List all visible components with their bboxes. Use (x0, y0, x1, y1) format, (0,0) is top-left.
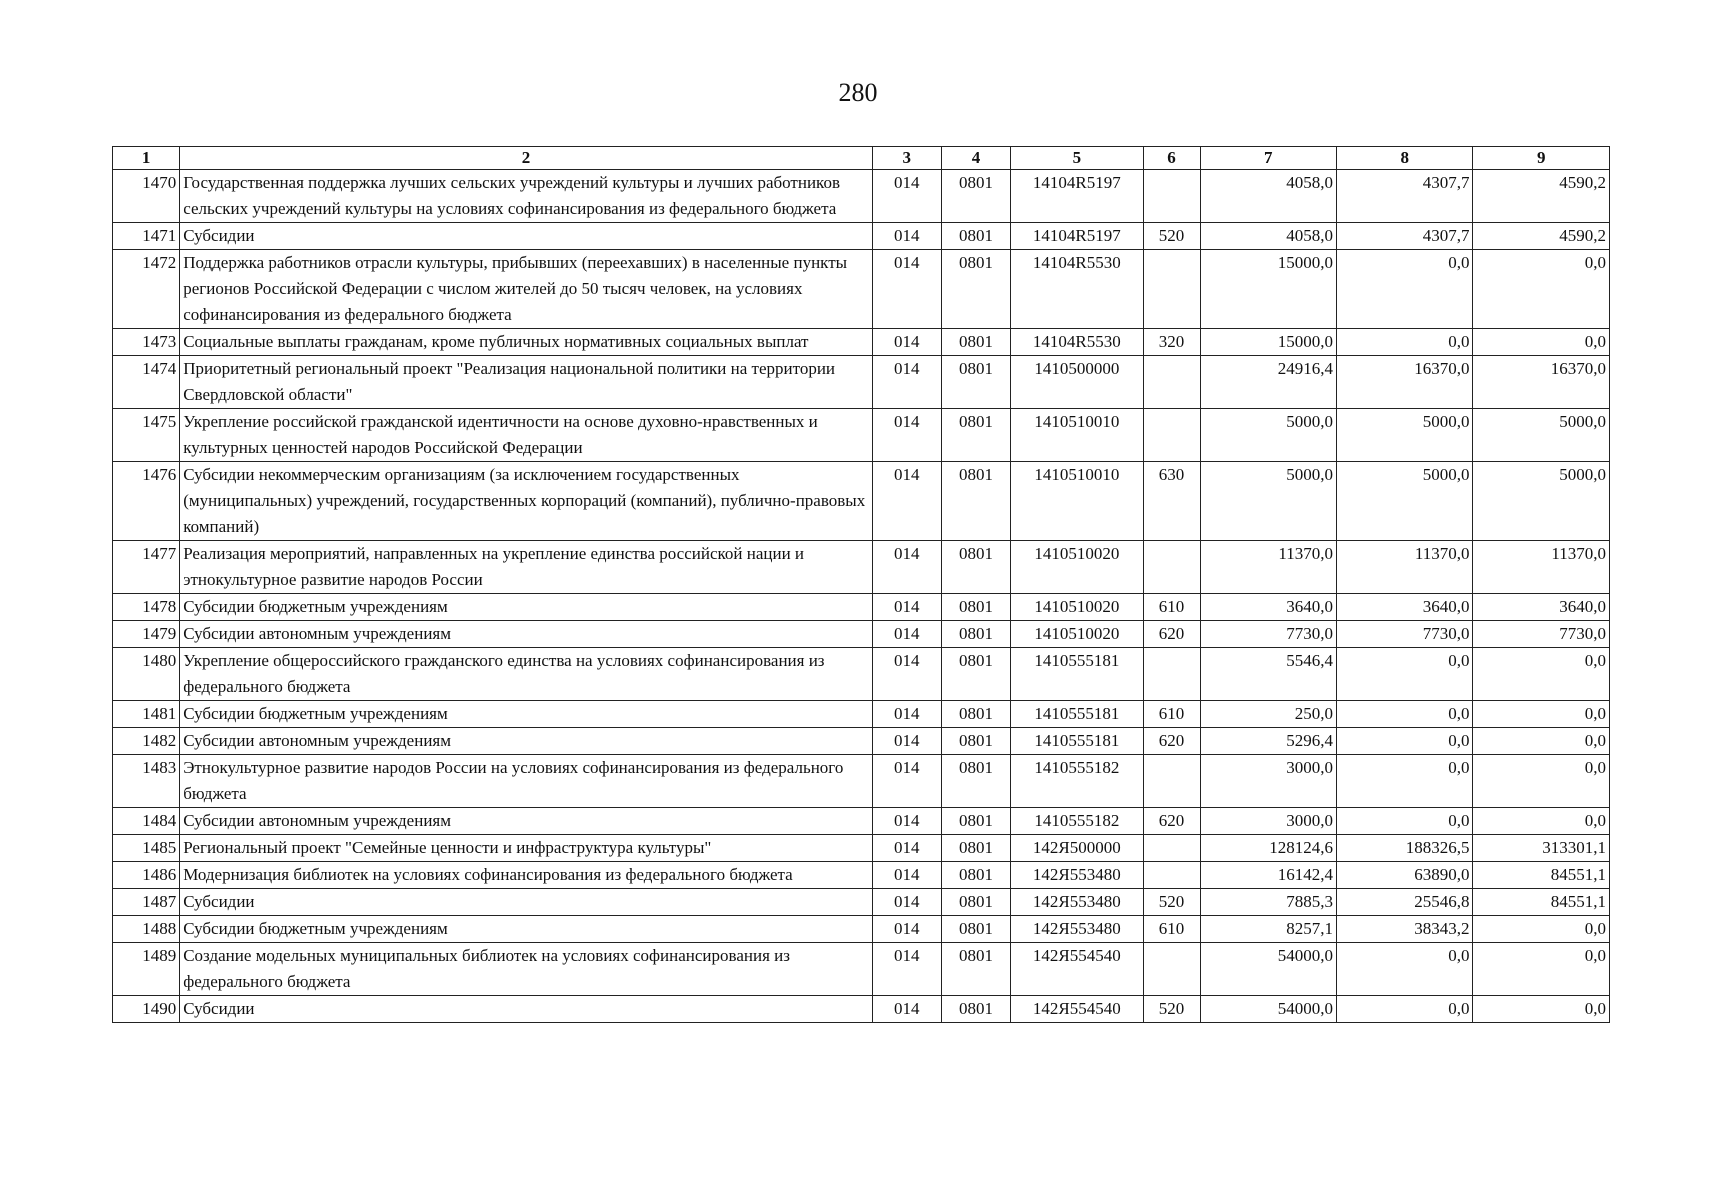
amount-col7: 16142,4 (1200, 862, 1336, 889)
dept-code: 014 (872, 701, 941, 728)
amount-col9: 0,0 (1473, 996, 1610, 1023)
amount-col7: 8257,1 (1200, 916, 1336, 943)
row-description: Модернизация библиотек на условиях софинансирования из федерального бюджета (180, 862, 872, 889)
expense-type-code: 320 (1143, 329, 1200, 356)
expense-type-code: 630 (1143, 462, 1200, 541)
target-article-code: 142Я553480 (1011, 862, 1143, 889)
header-cell: 5 (1011, 147, 1143, 170)
amount-col8: 188326,5 (1337, 835, 1473, 862)
amount-col7: 5000,0 (1200, 462, 1336, 541)
amount-col8: 0,0 (1337, 701, 1473, 728)
dept-code: 014 (872, 943, 941, 996)
expense-type-code (1143, 250, 1200, 329)
row-number: 1480 (113, 648, 180, 701)
amount-col9: 84551,1 (1473, 889, 1610, 916)
table-row (113, 250, 1610, 329)
row-description: Субсидии некоммерческим организациям (за исключением государственных (муниципальных) учреждений, государственных корпораций (компаний), публично-правовых компаний) (180, 462, 872, 541)
row-number: 1473 (113, 329, 180, 356)
table-row (113, 889, 1610, 916)
row-number: 1475 (113, 409, 180, 462)
row-description: Укрепление российской гражданской идентичности на основе духовно-нравственных и культурных ценностей народов Российской Федерации (180, 409, 872, 462)
dept-code: 014 (872, 250, 941, 329)
dept-code: 014 (872, 996, 941, 1023)
header-cell: 8 (1337, 147, 1473, 170)
table-row (113, 409, 1610, 462)
row-number: 1488 (113, 916, 180, 943)
target-article-code: 1410510010 (1011, 409, 1143, 462)
amount-col7: 5546,4 (1200, 648, 1336, 701)
row-description: Укрепление общероссийского гражданского единства на условиях софинансирования из федерального бюджета (180, 648, 872, 701)
dept-code: 014 (872, 541, 941, 594)
row-description: Субсидии бюджетным учреждениям (180, 594, 872, 621)
amount-col9: 0,0 (1473, 648, 1610, 701)
header-cell: 3 (872, 147, 941, 170)
amount-col7: 54000,0 (1200, 996, 1336, 1023)
amount-col9: 7730,0 (1473, 621, 1610, 648)
section-code: 0801 (941, 835, 1010, 862)
expense-type-code (1143, 648, 1200, 701)
table-row (113, 621, 1610, 648)
row-description: Социальные выплаты гражданам, кроме публичных нормативных социальных выплат (180, 329, 872, 356)
amount-col7: 250,0 (1200, 701, 1336, 728)
row-description: Субсидии (180, 223, 872, 250)
amount-col9: 0,0 (1473, 701, 1610, 728)
row-description: Субсидии автономным учреждениям (180, 808, 872, 835)
amount-col8: 0,0 (1337, 996, 1473, 1023)
amount-col9: 11370,0 (1473, 541, 1610, 594)
section-code: 0801 (941, 648, 1010, 701)
dept-code: 014 (872, 621, 941, 648)
expense-type-code: 620 (1143, 808, 1200, 835)
expense-type-code: 610 (1143, 701, 1200, 728)
section-code: 0801 (941, 755, 1010, 808)
expense-type-code: 610 (1143, 594, 1200, 621)
header-cell: 7 (1200, 147, 1336, 170)
row-number: 1483 (113, 755, 180, 808)
section-code: 0801 (941, 621, 1010, 648)
table-row (113, 223, 1610, 250)
row-number: 1487 (113, 889, 180, 916)
table-row (113, 862, 1610, 889)
expense-type-code (1143, 541, 1200, 594)
header-cell: 1 (113, 147, 180, 170)
target-article-code: 14104R5530 (1011, 250, 1143, 329)
table-row (113, 541, 1610, 594)
amount-col8: 5000,0 (1337, 462, 1473, 541)
amount-col7: 5296,4 (1200, 728, 1336, 755)
target-article-code: 1410555181 (1011, 648, 1143, 701)
target-article-code: 1410510020 (1011, 594, 1143, 621)
row-number: 1477 (113, 541, 180, 594)
dept-code: 014 (872, 329, 941, 356)
amount-col7: 4058,0 (1200, 223, 1336, 250)
row-number: 1489 (113, 943, 180, 996)
section-code: 0801 (941, 170, 1010, 223)
budget-table (112, 146, 1610, 1023)
table-row (113, 943, 1610, 996)
header-cell: 4 (941, 147, 1010, 170)
table-row (113, 728, 1610, 755)
row-description: Субсидии бюджетным учреждениям (180, 701, 872, 728)
row-number: 1486 (113, 862, 180, 889)
table-row (113, 356, 1610, 409)
row-description: Субсидии (180, 889, 872, 916)
section-code: 0801 (941, 862, 1010, 889)
expense-type-code (1143, 943, 1200, 996)
expense-type-code: 520 (1143, 223, 1200, 250)
row-description: Субсидии автономным учреждениям (180, 728, 872, 755)
header-cell: 9 (1473, 147, 1610, 170)
dept-code: 014 (872, 835, 941, 862)
amount-col8: 7730,0 (1337, 621, 1473, 648)
amount-col9: 0,0 (1473, 250, 1610, 329)
row-number: 1490 (113, 996, 180, 1023)
table-row (113, 329, 1610, 356)
amount-col7: 5000,0 (1200, 409, 1336, 462)
table-body (113, 170, 1610, 1023)
amount-col8: 63890,0 (1337, 862, 1473, 889)
row-number: 1470 (113, 170, 180, 223)
expense-type-code (1143, 409, 1200, 462)
amount-col7: 4058,0 (1200, 170, 1336, 223)
amount-col7: 128124,6 (1200, 835, 1336, 862)
section-code: 0801 (941, 409, 1010, 462)
amount-col9: 0,0 (1473, 755, 1610, 808)
row-number: 1476 (113, 462, 180, 541)
dept-code: 014 (872, 728, 941, 755)
amount-col8: 0,0 (1337, 329, 1473, 356)
amount-col8: 3640,0 (1337, 594, 1473, 621)
section-code: 0801 (941, 462, 1010, 541)
dept-code: 014 (872, 170, 941, 223)
target-article-code: 1410555182 (1011, 755, 1143, 808)
section-code: 0801 (941, 996, 1010, 1023)
table-row (113, 594, 1610, 621)
target-article-code: 14104R5530 (1011, 329, 1143, 356)
table-row (113, 916, 1610, 943)
row-description: Субсидии бюджетным учреждениям (180, 916, 872, 943)
amount-col8: 0,0 (1337, 250, 1473, 329)
expense-type-code (1143, 862, 1200, 889)
amount-col7: 15000,0 (1200, 329, 1336, 356)
row-number: 1478 (113, 594, 180, 621)
amount-col9: 4590,2 (1473, 223, 1610, 250)
target-article-code: 1410555181 (1011, 728, 1143, 755)
amount-col9: 16370,0 (1473, 356, 1610, 409)
section-code: 0801 (941, 223, 1010, 250)
amount-col8: 0,0 (1337, 728, 1473, 755)
amount-col9: 3640,0 (1473, 594, 1610, 621)
amount-col9: 0,0 (1473, 916, 1610, 943)
target-article-code: 142Я554540 (1011, 996, 1143, 1023)
amount-col7: 3000,0 (1200, 808, 1336, 835)
target-article-code: 1410510020 (1011, 621, 1143, 648)
dept-code: 014 (872, 594, 941, 621)
target-article-code: 14104R5197 (1011, 223, 1143, 250)
amount-col9: 5000,0 (1473, 462, 1610, 541)
amount-col7: 3640,0 (1200, 594, 1336, 621)
table-row (113, 808, 1610, 835)
expense-type-code: 620 (1143, 621, 1200, 648)
row-number: 1485 (113, 835, 180, 862)
dept-code: 014 (872, 916, 941, 943)
amount-col8: 4307,7 (1337, 170, 1473, 223)
row-description: Региональный проект "Семейные ценности и инфраструктура культуры" (180, 835, 872, 862)
dept-code: 014 (872, 862, 941, 889)
section-code: 0801 (941, 250, 1010, 329)
table-row (113, 648, 1610, 701)
expense-type-code (1143, 170, 1200, 223)
dept-code: 014 (872, 462, 941, 541)
row-number: 1482 (113, 728, 180, 755)
section-code: 0801 (941, 728, 1010, 755)
row-number: 1484 (113, 808, 180, 835)
row-number: 1481 (113, 701, 180, 728)
amount-col8: 4307,7 (1337, 223, 1473, 250)
row-number: 1472 (113, 250, 180, 329)
row-number: 1479 (113, 621, 180, 648)
row-description: Реализация мероприятий, направленных на укрепление единства российской нации и этнокультурное развитие народов России (180, 541, 872, 594)
amount-col7: 11370,0 (1200, 541, 1336, 594)
amount-col7: 7730,0 (1200, 621, 1336, 648)
expense-type-code: 620 (1143, 728, 1200, 755)
dept-code: 014 (872, 889, 941, 916)
table-row (113, 701, 1610, 728)
table-row (113, 835, 1610, 862)
table-row (113, 755, 1610, 808)
table-row (113, 462, 1610, 541)
row-description: Государственная поддержка лучших сельских учреждений культуры и лучших работников сельских учреждений культуры на условиях софинансирования из федерального бюджета (180, 170, 872, 223)
amount-col8: 0,0 (1337, 943, 1473, 996)
dept-code: 014 (872, 409, 941, 462)
target-article-code: 1410555181 (1011, 701, 1143, 728)
target-article-code: 142Я500000 (1011, 835, 1143, 862)
page-number: 280 (838, 78, 878, 107)
row-description: Создание модельных муниципальных библиотек на условиях софинансирования из федерального бюджета (180, 943, 872, 996)
amount-col7: 24916,4 (1200, 356, 1336, 409)
expense-type-code: 520 (1143, 889, 1200, 916)
amount-col8: 11370,0 (1337, 541, 1473, 594)
expense-type-code (1143, 835, 1200, 862)
row-number: 1474 (113, 356, 180, 409)
section-code: 0801 (941, 594, 1010, 621)
amount-col7: 54000,0 (1200, 943, 1336, 996)
amount-col8: 5000,0 (1337, 409, 1473, 462)
dept-code: 014 (872, 808, 941, 835)
target-article-code: 14104R5197 (1011, 170, 1143, 223)
target-article-code: 142Я553480 (1011, 889, 1143, 916)
section-code: 0801 (941, 541, 1010, 594)
expense-type-code: 520 (1143, 996, 1200, 1023)
row-description: Приоритетный региональный проект "Реализация национальной политики на территории Свердловской области" (180, 356, 872, 409)
target-article-code: 1410510020 (1011, 541, 1143, 594)
section-code: 0801 (941, 808, 1010, 835)
dept-code: 014 (872, 223, 941, 250)
row-description: Субсидии (180, 996, 872, 1023)
amount-col9: 313301,1 (1473, 835, 1610, 862)
amount-col8: 0,0 (1337, 648, 1473, 701)
expense-type-code: 610 (1143, 916, 1200, 943)
row-description: Субсидии автономным учреждениям (180, 621, 872, 648)
header-cell: 6 (1143, 147, 1200, 170)
amount-col7: 7885,3 (1200, 889, 1336, 916)
expense-type-code (1143, 755, 1200, 808)
section-code: 0801 (941, 916, 1010, 943)
amount-col9: 0,0 (1473, 728, 1610, 755)
row-description: Этнокультурное развитие народов России на условиях софинансирования из федерального бюджета (180, 755, 872, 808)
section-code: 0801 (941, 943, 1010, 996)
target-article-code: 142Я554540 (1011, 943, 1143, 996)
target-article-code: 1410555182 (1011, 808, 1143, 835)
amount-col9: 4590,2 (1473, 170, 1610, 223)
amount-col9: 84551,1 (1473, 862, 1610, 889)
dept-code: 014 (872, 356, 941, 409)
table-row (113, 996, 1610, 1023)
amount-col8: 0,0 (1337, 808, 1473, 835)
amount-col7: 3000,0 (1200, 755, 1336, 808)
section-code: 0801 (941, 329, 1010, 356)
table-row (113, 170, 1610, 223)
amount-col9: 0,0 (1473, 943, 1610, 996)
amount-col8: 25546,8 (1337, 889, 1473, 916)
target-article-code: 1410510010 (1011, 462, 1143, 541)
amount-col9: 5000,0 (1473, 409, 1610, 462)
expense-type-code (1143, 356, 1200, 409)
section-code: 0801 (941, 889, 1010, 916)
header-cell: 2 (180, 147, 872, 170)
dept-code: 014 (872, 648, 941, 701)
amount-col7: 15000,0 (1200, 250, 1336, 329)
amount-col8: 38343,2 (1337, 916, 1473, 943)
section-code: 0801 (941, 356, 1010, 409)
header-row (113, 147, 1610, 170)
amount-col8: 0,0 (1337, 755, 1473, 808)
target-article-code: 1410500000 (1011, 356, 1143, 409)
amount-col9: 0,0 (1473, 329, 1610, 356)
dept-code: 014 (872, 755, 941, 808)
row-description: Поддержка работников отрасли культуры, прибывших (переехавших) в населенные пункты регионов Российской Федерации с числом жителей до 50 тысяч человек, на условиях софинансирования из федерального бюджета (180, 250, 872, 329)
amount-col9: 0,0 (1473, 808, 1610, 835)
row-number: 1471 (113, 223, 180, 250)
amount-col8: 16370,0 (1337, 356, 1473, 409)
target-article-code: 142Я553480 (1011, 916, 1143, 943)
section-code: 0801 (941, 701, 1010, 728)
